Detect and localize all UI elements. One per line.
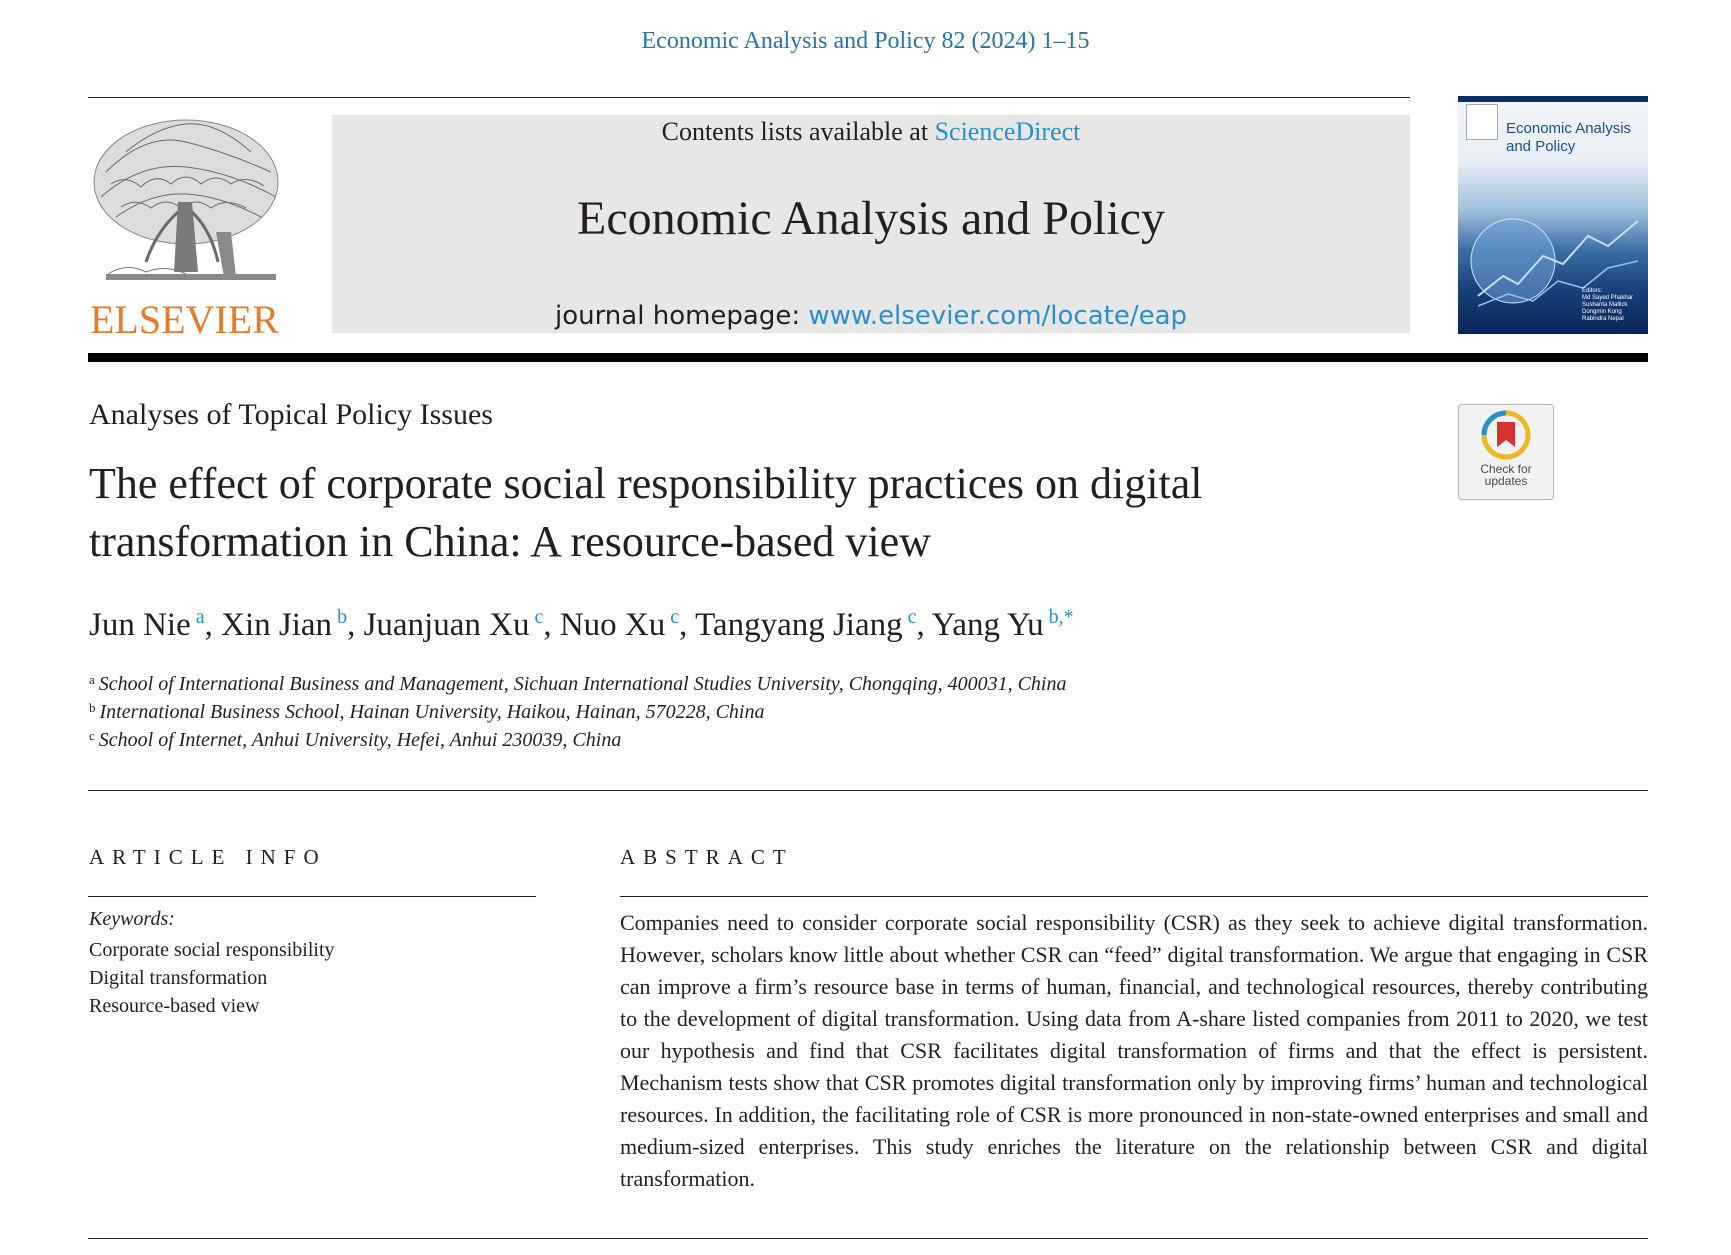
affiliation-a [89,672,1489,696]
check-for-updates-button[interactable] [1458,404,1554,500]
contents-prefix: Contents lists available at [661,117,935,146]
author-affiliation-mark[interactable]: c [665,606,680,628]
author-separator: , [916,607,932,643]
author-name[interactable]: Xin Jian [221,607,333,643]
keyword-item: Digital transformation [89,967,268,989]
affiliation-text: School of Internet, Anhui University, Hefei, Anhui 230039, China [98,729,622,751]
author-list [89,606,1489,644]
author-name[interactable]: Juanjuan Xu [363,607,530,643]
author-name[interactable]: Nuo Xu [559,607,666,643]
sciencedirect-link[interactable]: ScienceDirect [934,117,1081,146]
author-separator: , [204,607,222,643]
affiliation-mark: c [89,728,95,743]
abstract-heading: ABSTRACT [620,845,794,869]
keyword-item: Resource-based view [89,995,260,1017]
affiliation-mark: a [89,672,95,687]
author-name[interactable]: Tangyang Jiang [695,607,903,643]
keywords-label: Keywords: [89,908,175,930]
keywords-list [89,936,335,1020]
cover-editors [1582,288,1646,323]
author-affiliation-mark[interactable]: c [529,606,544,628]
abstract-text: Companies need to consider corporate social responsibility (CSR) as they seek to achieve digital transformation. However, scholars know little about whether CSR can “feed” digital transformation. We argue that engaging in CSR can improve a firm’s resource base in terms of human, financial, and technological resources, thereby contributing to the development of digital transformation. Using data from A-share listed companies from 2011 to 2020, we test our hypothesis and find that CSR facilitates digital transformation of firms and that the effect is persistent. Mechanism tests show that CSR promotes digital transformation only by improving firms’ human and technological resources. In addition, the facilitating role of CSR is more pronounced in non-state-owned enterprises and small and medium-sized enterprises. This study enriches the literature on the relationship between CSR and digital transformation. [620,910,1648,1191]
cover-editor-heading: Editors: [1582,288,1603,294]
article-section: Analyses of Topical Policy Issues [89,398,493,431]
author-affiliation-mark[interactable]: a [190,606,205,628]
check-updates-line1: Check for [1480,462,1532,476]
cover-editor: Md Sayed Phakhar [1582,295,1634,301]
cover-title [1506,120,1646,156]
cover-emblem-icon [1466,104,1498,140]
journal-title: Economic Analysis and Policy [577,192,1165,245]
homepage-prefix: journal homepage: [554,301,809,331]
cover-header-bar [1458,96,1648,102]
cover-editor: Rabindra Nepal [1582,316,1624,322]
abstract-rule [620,896,1648,897]
author-separator: , [679,607,696,643]
header-thick-rule [88,353,1648,362]
author-name[interactable]: Jun Nie [89,607,191,643]
article-info-rule [88,896,536,897]
affiliation-text: School of International Business and Management, Sichuan International Studies University, Chongqing, 400031, China [98,673,1067,695]
article-title: The effect of corporate social responsibility practices on digital transformation in China: A resource-based view [89,459,1203,566]
cover-title-line1: Economic Analysis [1506,120,1632,137]
check-updates-line2: updates [1484,474,1528,488]
article-info-heading: ARTICLE INFO [89,845,327,869]
author-separator: , [347,607,364,643]
elsevier-wordmark[interactable]: ELSEVIER [90,297,279,342]
cover-editor: Dongmin Kong [1582,309,1622,315]
affiliation-text: International Business School, Hainan University, Haikou, Hainan, 570228, China [99,701,765,723]
keyword-item: Corporate social responsibility [89,939,335,961]
header-rule [88,97,1410,98]
affiliation-c [89,728,1489,752]
check-updates-label [1459,463,1553,487]
author-name[interactable]: Yang Yu [931,607,1044,643]
author-affiliation-mark[interactable]: c [902,606,917,628]
homepage-line [332,301,1410,331]
elsevier-tree-icon [86,112,286,292]
check-updates-icon [1459,405,1553,465]
author-affiliation-mark[interactable]: b,* [1043,606,1074,628]
journal-banner [332,115,1410,333]
author-separator: , [543,607,560,643]
footer-rule [88,1238,1648,1239]
author-affiliation-mark[interactable]: b [332,606,348,628]
journal-cover-thumbnail[interactable] [1458,96,1648,334]
homepage-link[interactable]: www.elsevier.com/locate/eap [808,301,1188,331]
affiliation-mark: b [89,700,96,715]
cover-title-line2: and Policy [1506,138,1576,155]
cover-editor: Sushanta Mallick [1582,302,1628,308]
section-divider [88,790,1648,791]
contents-line [332,117,1410,147]
affiliation-b [89,700,1489,724]
journal-citation[interactable]: Economic Analysis and Policy 82 (2024) 1–15 [641,28,1090,54]
